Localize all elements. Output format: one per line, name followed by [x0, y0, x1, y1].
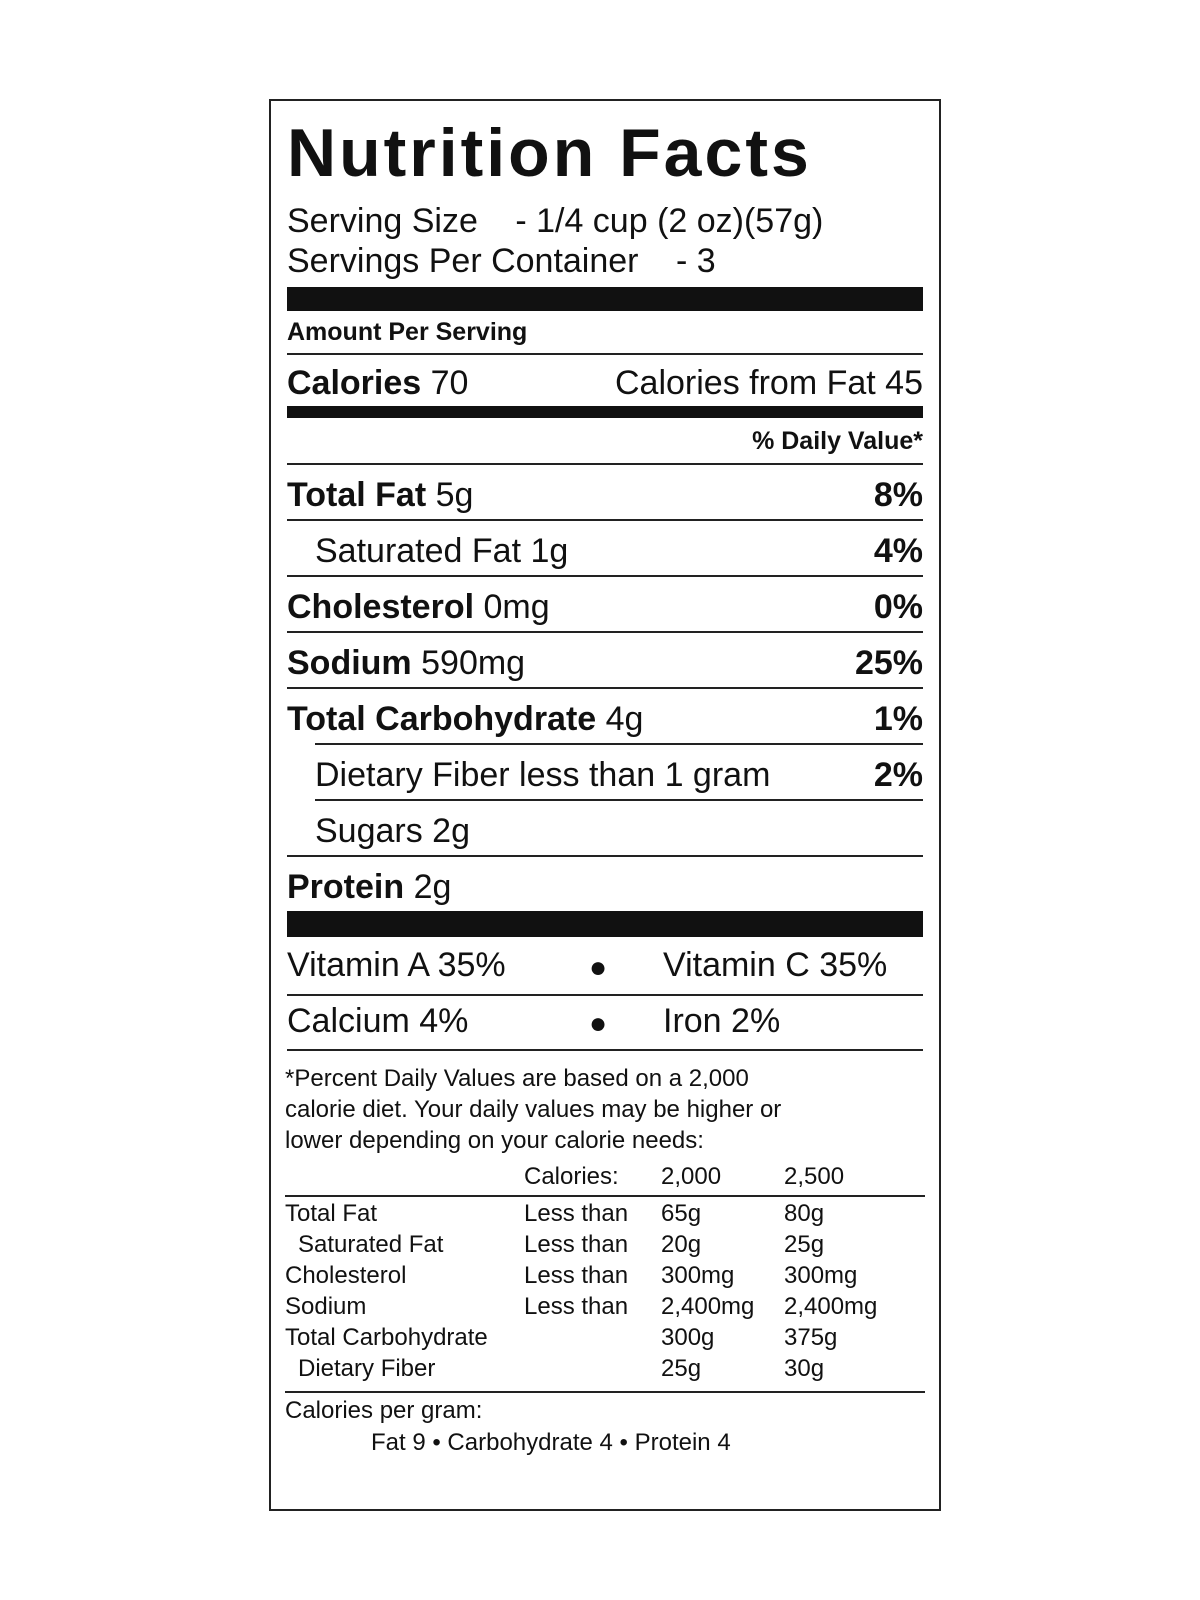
divider: [287, 463, 923, 465]
nutrient-dv: 0%: [873, 588, 923, 626]
nutrient-row-cholesterol: [287, 590, 923, 624]
nutrient-dv: 2%: [873, 756, 923, 794]
dv-table-row-qualifier: Less than: [524, 1293, 629, 1320]
nutrient-name: Protein: [287, 868, 405, 906]
dv-table-calories-label: Calories:: [524, 1163, 619, 1190]
dv-table-row-name: Total Carbohydrate: [285, 1324, 488, 1351]
calories-row: [287, 366, 923, 400]
nutrient-row-sugars: [315, 814, 923, 848]
divider: [285, 1195, 925, 1197]
nutrient-dv: 4%: [873, 532, 923, 570]
nutrient-name: Total Fat: [287, 476, 427, 514]
iron: Iron 2%: [663, 1002, 781, 1040]
nutrient-amount: 0mg: [483, 588, 550, 626]
dv-table-row-col1: 20g: [661, 1231, 702, 1258]
thick-divider: [287, 287, 923, 311]
thick-divider: [287, 911, 923, 937]
dv-table-row-qualifier: Less than: [524, 1200, 629, 1227]
dv-table-row-col2: 300mg: [784, 1262, 858, 1289]
amount-per-serving: Amount Per Serving: [287, 318, 528, 346]
nutrient-amount: 5g: [435, 476, 474, 514]
vitamin-a: Vitamin A 35%: [287, 946, 506, 984]
servings-per-container-value: - 3: [675, 242, 716, 280]
nutrient-dv: 25%: [854, 644, 923, 682]
daily-value-header: % Daily Value*: [752, 427, 923, 455]
nutrient-dv: 1%: [873, 700, 923, 738]
footnote-line: *Percent Daily Values are based on a 2,000: [285, 1065, 749, 1092]
servings-per-container-label: Servings Per Container: [287, 242, 639, 280]
nutrient-name: Dietary Fiber less than 1 gram: [315, 756, 771, 794]
nutrient-row-total-carbohydrate: [287, 702, 923, 736]
dv-table-row-col2: 2,400mg: [784, 1293, 878, 1320]
dv-table-row-qualifier: Less than: [524, 1262, 629, 1289]
calcium: Calcium 4%: [287, 1002, 469, 1040]
nutrient-row-sodium: [287, 646, 923, 680]
calories-value: 70: [430, 364, 469, 402]
dv-table-col1-header: 2,000: [661, 1163, 722, 1190]
dv-table-row-col2: 80g: [784, 1200, 825, 1227]
calories-label: Calories: [287, 364, 422, 402]
nutrient-name: Sugars 2g: [315, 812, 470, 850]
footnote-line: calorie diet. Your daily values may be higher or: [285, 1096, 782, 1123]
nutrient-dv: 8%: [873, 476, 923, 514]
nutrient-amount: 2g: [413, 868, 452, 906]
amount-per-serving-row: [287, 320, 923, 345]
dv-table-row-name: Cholesterol: [285, 1262, 407, 1289]
nutrient-name: Saturated Fat 1g: [315, 532, 569, 570]
divider: [285, 1391, 925, 1393]
divider: [287, 353, 923, 355]
nutrition-facts-label: [269, 99, 941, 1511]
divider: [287, 855, 923, 857]
footnote-line: lower depending on your calorie needs:: [285, 1127, 704, 1154]
divider: [315, 743, 923, 745]
bullet-icon: ●: [589, 1007, 608, 1040]
dv-table-row-col1: 300g: [661, 1324, 715, 1351]
dv-table-row-name: Dietary Fiber: [298, 1355, 436, 1382]
nutrient-row-saturated-fat: [315, 534, 923, 568]
dv-table-row-col1: 300mg: [661, 1262, 735, 1289]
dv-table-row-col2: 25g: [784, 1231, 825, 1258]
dv-table-col2-header: 2,500: [784, 1163, 845, 1190]
divider: [287, 575, 923, 577]
medium-divider: [287, 406, 923, 418]
divider: [287, 994, 923, 996]
dv-table-row-col1: 65g: [661, 1200, 702, 1227]
serving-size-value: - 1/4 cup (2 oz)(57g): [515, 202, 824, 240]
nutrient-row-total-fat: [287, 478, 923, 512]
daily-value-header-row: [287, 429, 923, 454]
bullet-icon: ●: [589, 951, 608, 984]
divider: [315, 799, 923, 801]
nutrient-row-dietary-fiber: [315, 758, 923, 792]
dv-table-row-col2: 30g: [784, 1355, 825, 1382]
dv-table-row-col2: 375g: [784, 1324, 838, 1351]
dv-table-row-name: Sodium: [285, 1293, 367, 1320]
dv-table-row-qualifier: Less than: [524, 1231, 629, 1258]
nutrient-row-protein: [287, 870, 923, 904]
nutrient-name: Sodium: [287, 644, 412, 682]
calories-per-gram-label: Calories per gram:: [285, 1397, 483, 1424]
serving-size-label: Serving Size: [287, 202, 478, 240]
divider: [287, 687, 923, 689]
serving-size-row: [287, 204, 823, 238]
vitamin-c: Vitamin C 35%: [663, 946, 888, 984]
nutrient-amount: 590mg: [421, 644, 526, 682]
divider: [287, 1049, 923, 1051]
dv-table-row-name: Saturated Fat: [298, 1231, 444, 1258]
dv-table-row-name: Total Fat: [285, 1200, 378, 1227]
nutrient-amount: 4g: [605, 700, 644, 738]
dv-table-row-col1: 25g: [661, 1355, 702, 1382]
divider: [287, 631, 923, 633]
calories-from-fat: Calories from Fat 45: [615, 364, 923, 402]
dv-table-row-col1: 2,400mg: [661, 1293, 755, 1320]
nutrient-name: Total Carbohydrate: [287, 700, 597, 738]
label-title: Nutrition Facts: [287, 115, 812, 191]
divider: [287, 519, 923, 521]
servings-per-container-row: [287, 244, 716, 278]
nutrient-name: Cholesterol: [287, 588, 475, 626]
calories-per-gram-values: Fat 9 • Carbohydrate 4 • Protein 4: [371, 1429, 731, 1456]
